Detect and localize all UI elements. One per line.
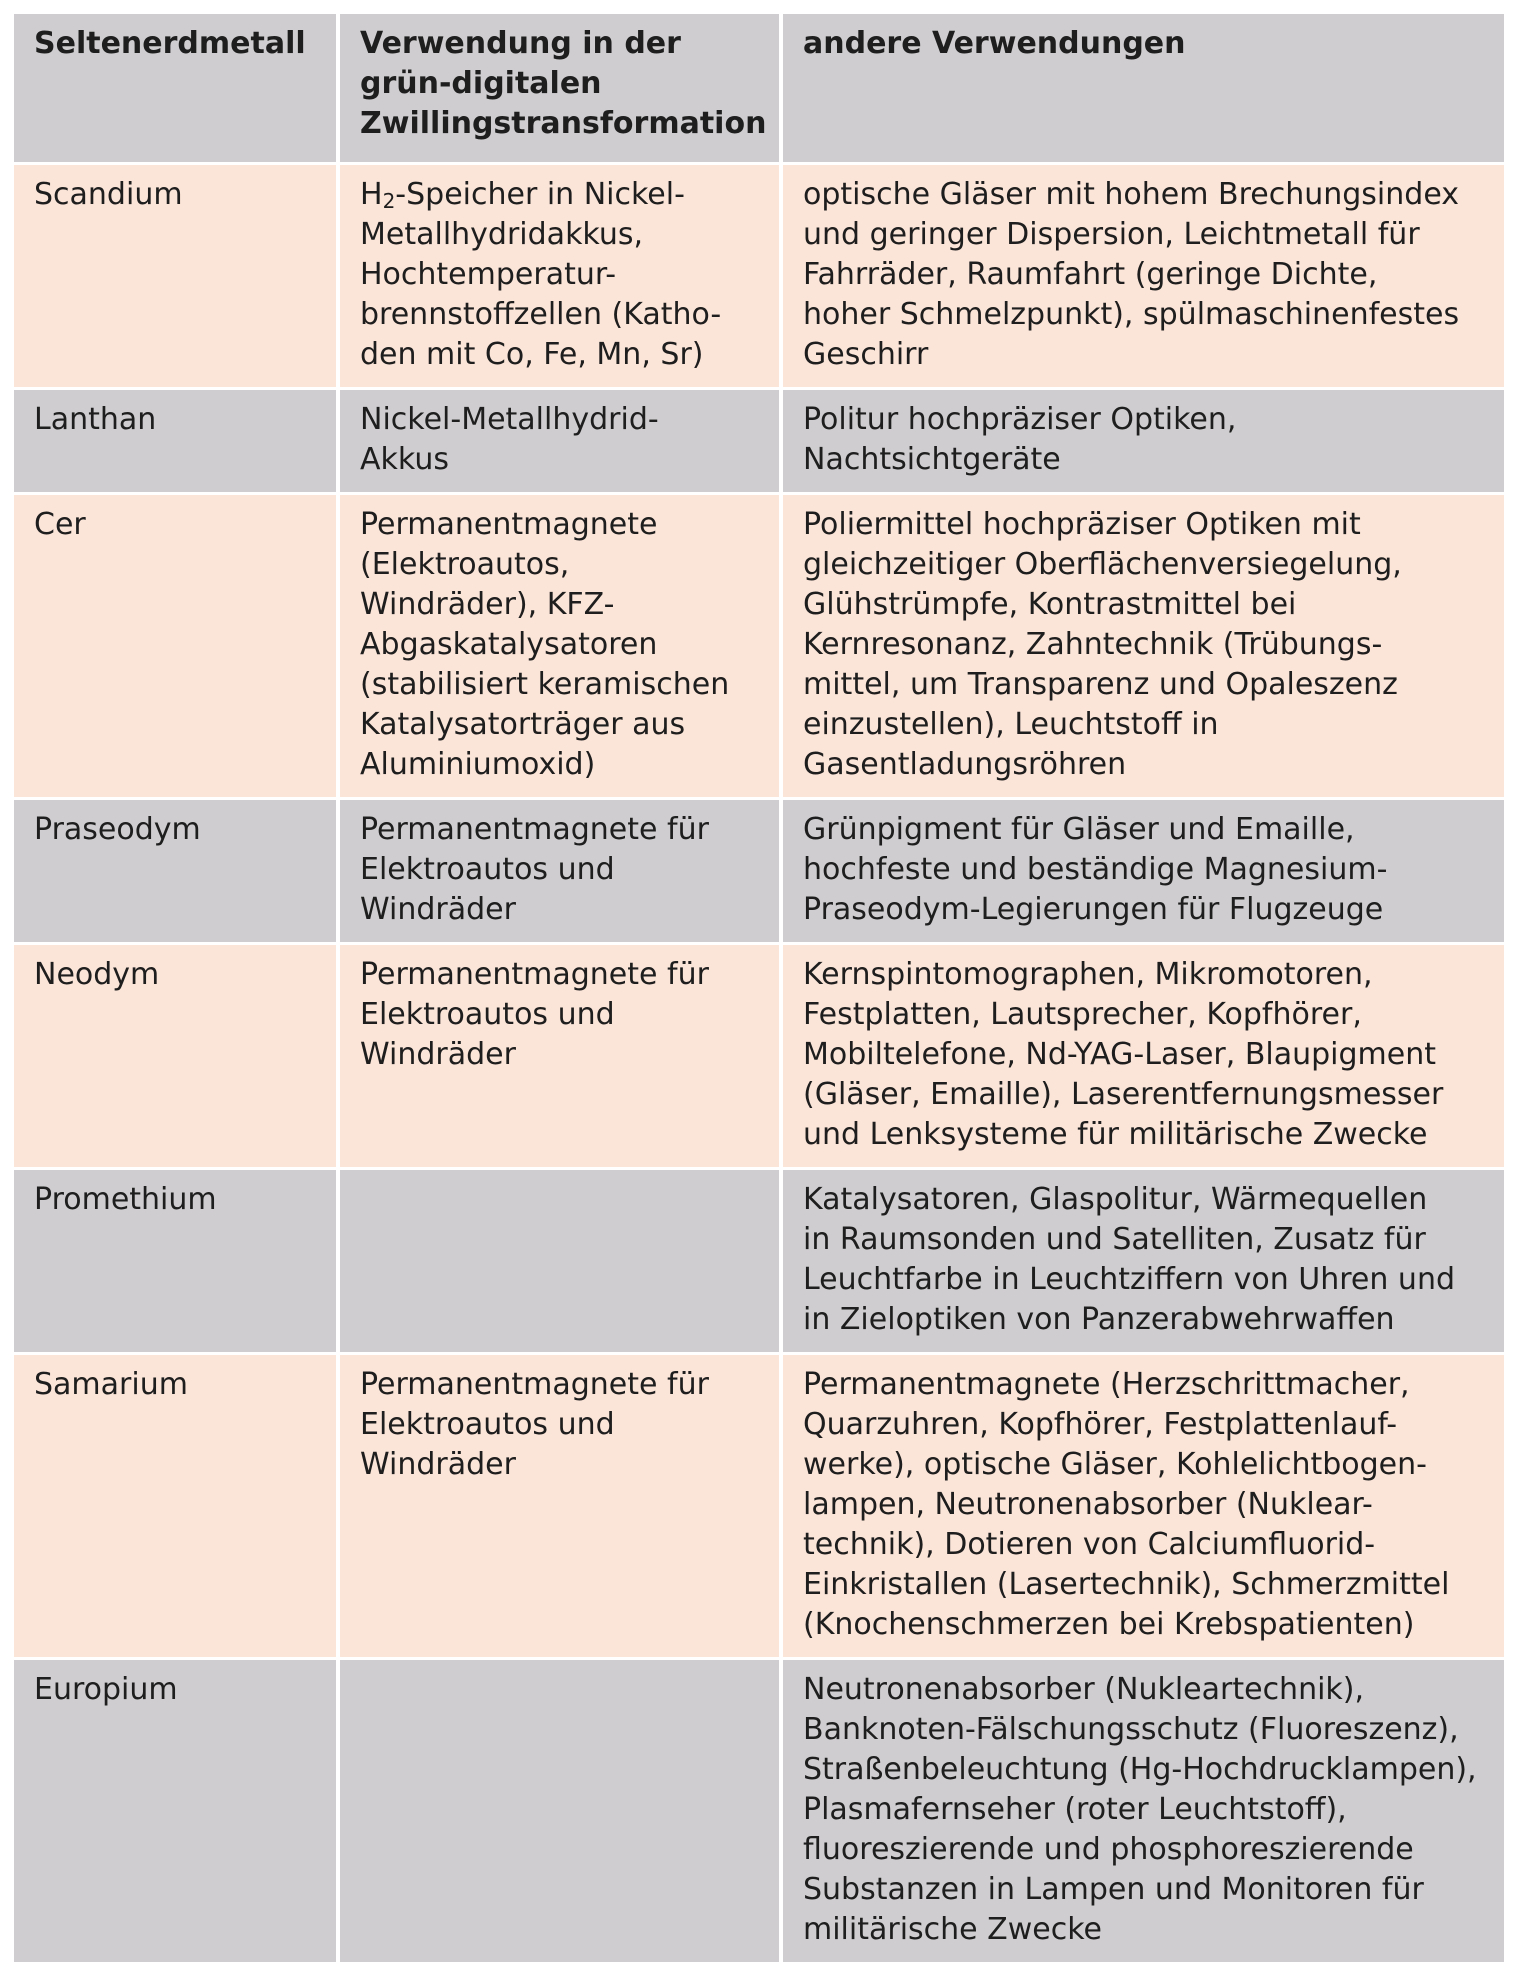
cell-other-uses: Grünpigment für Gläser und Emaille, hochfeste und beständige Magnesium- Praseodym-Legierungen für Flugzeuge bbox=[781, 799, 1504, 944]
cell-metal: Scandium bbox=[14, 164, 338, 389]
cell-use-text: -Speicher in Nickel- Metallhydridakkus, Hochtemperatur- brennstoffzellen (Katho- den mit Co, Fe, Mn, Sr) bbox=[360, 177, 722, 372]
table-row-praseodym bbox=[14, 799, 1504, 944]
table-row-samarium bbox=[14, 1354, 1504, 1659]
table-row-cer bbox=[14, 494, 1504, 799]
cell-metal: Neodym bbox=[14, 944, 338, 1169]
cell-metal: Lanthan bbox=[14, 389, 338, 494]
cell-green-digital-use bbox=[338, 164, 781, 389]
cell-green-digital-use: Permanentmagnete für Elektroautos und Windräder bbox=[338, 799, 781, 944]
cell-other-uses: Neutronenabsorber (Nukleartechnik), Banknoten-Fälschungsschutz (Fluoreszenz), Straßenbeleuchtung (Hg-Hochdrucklampen), Plasmafernseher (roter Leuchtstoff), fluoreszierende und phosphoreszierende Substanzen in Lampen und Monitoren für militärische Zwecke bbox=[781, 1659, 1504, 1964]
table-row-europium bbox=[14, 1659, 1504, 1964]
cell-other-uses: Kernspintomographen, Mikromotoren, Festplatten, Lautsprecher, Kopfhörer, Mobiltelefone, Nd-YAG-Laser, Blaupigment (Gläser, Emaille), Laserentfernungsmesser und Lenksysteme für militärische Zwecke bbox=[781, 944, 1504, 1169]
table-header-row bbox=[14, 14, 1504, 164]
header-metal: Seltenerdmetall bbox=[14, 14, 338, 164]
cell-other-uses: Permanentmagnete (Herzschrittmacher, Quarzuhren, Kopfhörer, Festplattenlauf- werke), optische Gläser, Kohlelichtbogen- lampen, Neutronenabsorber (Nuklear- technik), Dotieren von Calciumfluorid- Einkristallen (Lasertechnik), Schmerzmittel (Knochenschmerzen bei Krebspatienten) bbox=[781, 1354, 1504, 1659]
h2-symbol: H bbox=[360, 177, 383, 212]
header-green-digital-use: Verwendung in der grün-digitalen Zwillingstransformation bbox=[338, 14, 781, 164]
cell-metal: Cer bbox=[14, 494, 338, 799]
cell-metal: Europium bbox=[14, 1659, 338, 1964]
cell-other-uses: Poliermittel hochpräziser Optiken mit gleichzeitiger Oberflächenversiegelung, Glühstrümpfe, Kontrastmittel bei Kernresonanz, Zahntechnik (Trübungs- mittel, um Transparenz und Opaleszenz einzustellen), Leuchtstoff in Gasentladungsröhren bbox=[781, 494, 1504, 799]
cell-green-digital-use: Permanentmagnete für Elektroautos und Windräder bbox=[338, 1354, 781, 1659]
table-row-neodym bbox=[14, 944, 1504, 1169]
h2-subscript: 2 bbox=[382, 189, 396, 213]
cell-metal: Samarium bbox=[14, 1354, 338, 1659]
header-other-uses: andere Verwendungen bbox=[781, 14, 1504, 164]
cell-other-uses: optische Gläser mit hohem Brechungsindex und geringer Dispersion, Leichtmetall für Fahrräder, Raumfahrt (geringe Dichte, hoher Schmelzpunkt), spülmaschinenfestes Geschirr bbox=[781, 164, 1504, 389]
cell-green-digital-use: Permanentmagnete (Elektroautos, Windräder), KFZ- Abgaskatalysatoren (stabilisiert keramischen Katalysatorträger aus Aluminiumoxid) bbox=[338, 494, 781, 799]
table-row-scandium bbox=[14, 164, 1504, 389]
cell-green-digital-use: Permanentmagnete für Elektroautos und Windräder bbox=[338, 944, 781, 1169]
cell-metal: Promethium bbox=[14, 1169, 338, 1354]
cell-other-uses: Katalysatoren, Glaspolitur, Wärmequellen in Raumsonden und Satelliten, Zusatz für Leuchtfarbe in Leuchtziffern von Uhren und in Zieloptiken von Panzerabwehrwaffen bbox=[781, 1169, 1504, 1354]
cell-green-digital-use bbox=[338, 1659, 781, 1964]
cell-other-uses: Politur hochpräziser Optiken, Nachtsichtgeräte bbox=[781, 389, 1504, 494]
rare-earth-metals-table bbox=[14, 14, 1504, 1965]
cell-metal: Praseodym bbox=[14, 799, 338, 944]
table-row-promethium bbox=[14, 1169, 1504, 1354]
table-row-lanthan bbox=[14, 389, 1504, 494]
cell-green-digital-use bbox=[338, 1169, 781, 1354]
cell-green-digital-use: Nickel-Metallhydrid- Akkus bbox=[338, 389, 781, 494]
rare-earth-table-container bbox=[14, 14, 1504, 1947]
